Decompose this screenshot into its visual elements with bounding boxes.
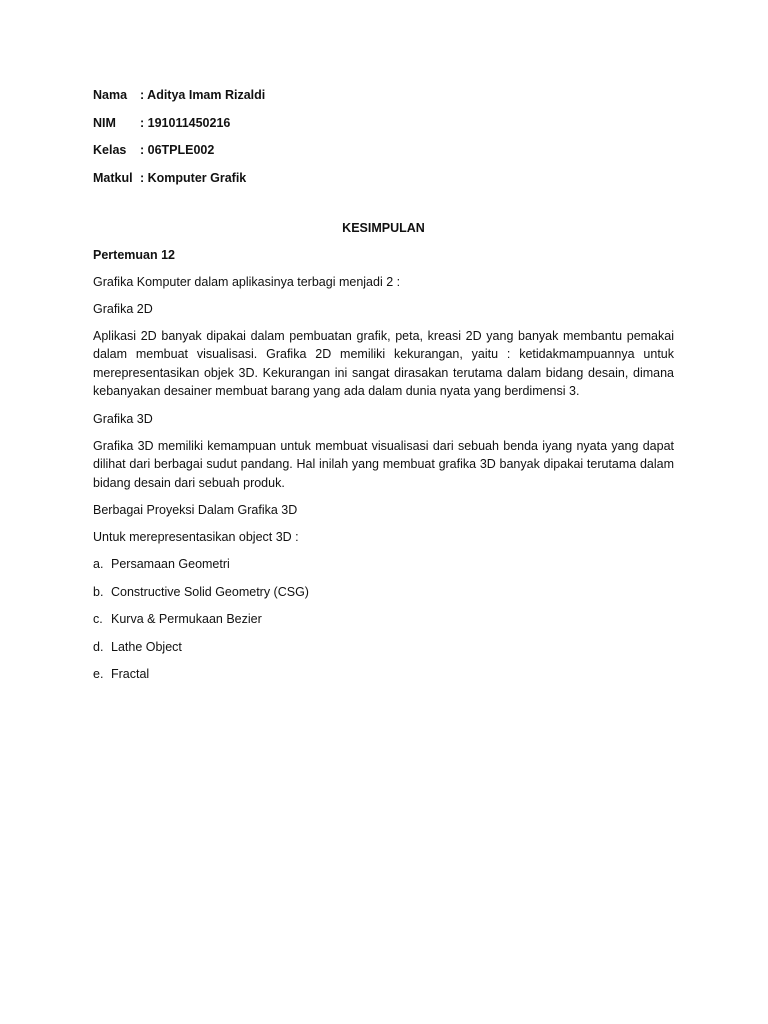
list-item — [93, 583, 674, 601]
list-marker: b. — [93, 584, 104, 599]
list-text: Constructive Solid Geometry (CSG) — [111, 584, 309, 599]
list-text: Persamaan Geometri — [111, 557, 230, 571]
info-label: Kelas — [93, 143, 127, 157]
list-text: Kurva & Permukaan Bezier — [111, 612, 262, 626]
section-2d-body: Aplikasi 2D banyak dipakai dalam pembuatan grafik, peta, kreasi 2D yang banyak membantu pemakai dalam membuat visualisasi. Grafika 2D memiliki kekurangan, yaitu : ketidakmampuannya untuk merepresentasikan objek 3D. Kekurangan ini sangat dirasakan terutama dalam bidang desain, dimana kebanyakan desainer membuat barang yang ada dalam dunia nyata yang berdimensi 3. — [93, 328, 674, 398]
info-label: Nama — [93, 88, 128, 102]
list-text: Lathe Object — [111, 639, 182, 654]
info-value: : 191011450216 — [140, 115, 231, 130]
student-info — [93, 86, 674, 187]
list-marker: e. — [93, 667, 104, 681]
list-item — [93, 610, 674, 628]
info-row-matkul — [93, 169, 674, 187]
info-label: NIM — [93, 115, 116, 130]
info-value: : 06TPLE002 — [140, 143, 215, 157]
section-2d-heading: Grafika 2D — [93, 301, 153, 316]
list-marker: a. — [93, 557, 104, 571]
intro-text: Grafika Komputer dalam aplikasinya terbagi menjadi 2 : — [93, 274, 401, 289]
info-row-kelas — [93, 141, 674, 159]
projection-heading: Berbagai Proyeksi Dalam Grafika 3D — [93, 503, 298, 517]
info-label: Matkul — [93, 170, 133, 185]
info-value: : Komputer Grafik — [140, 170, 247, 185]
list-item — [93, 665, 674, 683]
list-marker: d. — [93, 639, 104, 654]
list-marker: c. — [93, 612, 103, 626]
info-value: : Aditya Imam Rizaldi — [140, 88, 266, 102]
section-3d-body: Grafika 3D memiliki kemampuan untuk membuat visualisasi dari sebuah benda iyang nyata yang dapat dilihat dari berbagai sudut pandang. Hal inilah yang membuat grafika 3D banyak dipakai terutama dalam bidang desain dari sebuah produk. — [93, 438, 674, 490]
info-row-nim — [93, 114, 674, 132]
meeting-label: Pertemuan 12 — [93, 247, 175, 262]
list-item — [93, 638, 674, 656]
list-text: Fractal — [111, 667, 150, 681]
section-3d-heading: Grafika 3D — [93, 411, 153, 426]
document-content — [93, 86, 674, 693]
info-row-nama — [93, 86, 674, 104]
list-item — [93, 555, 674, 573]
projection-intro: Untuk merepresentasikan object 3D : — [93, 530, 299, 544]
projection-list — [93, 555, 674, 683]
document-title: KESIMPULAN — [342, 220, 425, 235]
